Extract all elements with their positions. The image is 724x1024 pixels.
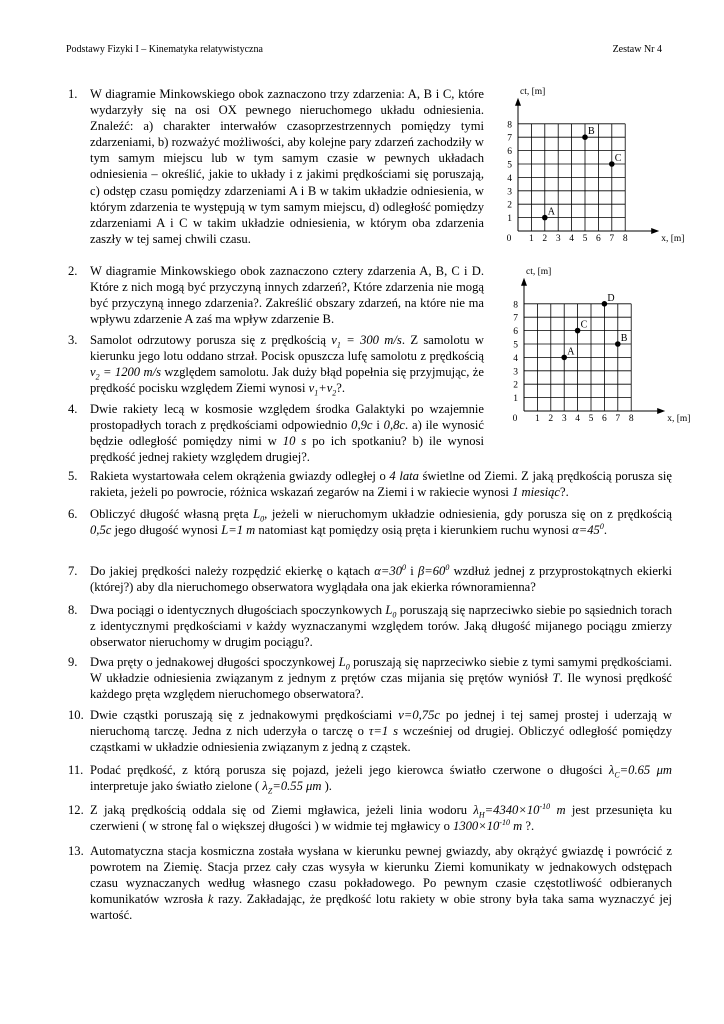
text-run: Dwie rakiety lecą w kosmosie względem środka Galaktyki po wzajemnie prostopadłych torach z prędkościami odpowiednio [90,402,484,433]
shift-mantissa: 1300×10 [453,819,500,834]
x-tick-label: 7 [615,414,621,424]
event-label-C: C [614,153,622,164]
x-tick-label: 5 [588,414,594,424]
event-point-C [575,328,581,334]
text-run: jest przesunięta ku czerwieni ( w stronę fal o większej długości ) w widmie tej mgławicy o [90,803,672,834]
y-tick-label: 3 [507,187,512,198]
event-label-D: D [607,292,615,304]
symbol-sum [308,381,337,398]
event-label-C: C [580,319,588,331]
y-tick-label: 2 [513,380,518,391]
exponent: -10 [499,817,510,827]
speed-value: v=0,75c [398,708,440,722]
problem-11 [68,762,672,794]
problem-12-text [90,802,672,834]
problem-9-number: 9. [68,655,78,669]
superscript: 0 [445,562,450,572]
x-axis-arrow-icon [657,408,665,414]
y-axis-arrow-icon [515,98,521,106]
subscript: 1 [314,388,319,398]
problem-7-text [90,563,672,595]
tau-value: τ=1 s [368,724,399,739]
event-point-B [615,341,621,347]
subscript: 0 [260,514,265,524]
y-tick-label: 1 [507,214,512,225]
text-run: ?. [559,485,569,500]
subscript: 2 [332,388,337,398]
text-run: Samolot odrzutowy porusza się z prędkością [90,333,332,347]
y-tick-label: 5 [507,160,512,171]
symbol-L: L [385,603,393,617]
symbol-v2 [90,365,161,382]
text-run: . Ile wynosi prędkość każdego pręta względem nieruchomego obserwatora?. [90,671,672,702]
angle-alpha [374,564,406,578]
problem-2 [68,263,484,327]
problem-1-number: 1. [68,87,78,101]
symbol-v1 [331,333,402,350]
distance-value: 4 lata [389,469,419,483]
problem-9 [68,654,672,702]
unit-micrometer: μm [656,763,673,777]
lambda-h [473,801,566,820]
superscript: 0 [599,521,604,531]
text-run: Dwa pręty o jednakowej długości spoczynkowej [90,655,339,669]
unit-micrometer: μm [306,779,322,794]
x-tick-label: 8 [622,234,628,244]
text-run: Obliczyć długość własną pręta [90,507,254,521]
text-run: Z jaką prędkością oddala się od Ziemi mgławica, jeżeli linia wodoru [90,803,474,817]
y-tick-label: 1 [513,394,518,405]
text-run: po ich spotkaniu? b) ile wynosi prędkość jednej rakiety względem drugiej?. [90,434,484,465]
subscript: Z [267,786,273,796]
problem-2-number: 2. [68,264,78,278]
problem-13-number: 13. [68,844,84,858]
event-label-A: A [567,346,575,358]
page-header-title: Podstawy Fizyki I – Kinematyka relatywistyczna [66,44,263,55]
subscript: H [478,810,485,820]
text-run: . Z samolotu w kierunku jego lotu oddano strzał. Pocisk opuszcza lufę samolotu z prędkością [90,333,484,364]
minkowski-diagram-1 [494,86,694,246]
problem-5-text [90,468,672,500]
problem-7 [68,563,672,595]
problem-8-text [90,602,672,650]
time-difference: 1 miesiąc [512,485,560,500]
text-run: , jeżeli w nieruchomym układzie odniesienia, gdy porusza się on z prędkością [264,507,672,521]
x-axis-arrow-icon [651,228,659,234]
page-header-set-number: Zestaw Nr 4 [612,44,662,55]
x-tick-label: 7 [609,234,615,244]
problem-3-text [90,332,484,396]
text-run: . [603,523,607,538]
time-value: 10 s [282,434,307,449]
problem-10 [68,707,672,755]
text-run: interpretuje jako światło zielone ( [90,779,263,794]
value-v2: = 1200 m/s [99,365,161,380]
speed-2: 0,8c [383,418,405,433]
text-run: i [372,418,384,433]
subscript: 0 [392,610,397,620]
problem-4-text [90,401,484,465]
symbol-L: L [253,507,261,521]
problem-6 [68,506,672,538]
event-point-C [609,161,615,167]
text-run: Automatyczna stacja kosmiczna została wysłana w kierunku pewnej gwiazdy, aby okrążyć gwiazdę i powrócić z powrotem na Ziemię. Stacja przez cały czas wysyła w kierunku Ziemi komunikaty w jednakowych odstępach czasu wyznaczanych według własnego czasu pokładowego. Po pewnym czasie częstotliwość odbieranych komunikatów wzrosła [90,844,672,907]
text-run: wzdłuż jednej z przyprostokątnych ekierki (której?) aby dla nieruchomego obserwatora wyglądała ona jak ekierka równoramienna? [90,564,672,595]
problem-11-text [90,762,672,794]
problem-10-text [90,707,672,755]
unit-meter: m [550,803,566,817]
problem-13 [68,843,672,923]
symbol-v: v [308,381,315,396]
text-run: świetlne od Ziemi. Z jaką prędkością porusza się rakieta, jeżeli po powrocie, różnica wskazań zegarów na Ziemi i w rakiecie wynosi [90,469,672,500]
x-tick-label: 4 [575,414,580,424]
y-tick-label: 6 [507,147,512,158]
event-point-A [561,355,567,361]
y-tick-label: 8 [513,300,518,311]
subscript: C [614,770,620,780]
symbol-v: v [90,365,96,380]
y-tick-label: 4 [513,353,518,364]
x-tick-label: 0 [506,234,512,244]
y-tick-label: 8 [507,120,512,131]
x-tick-label: 2 [548,414,554,424]
y-tick-label: 3 [513,367,518,378]
x-tick-label: 0 [512,414,518,424]
problem-8-number: 8. [68,603,78,617]
problem-2-text: W diagramie Minkowskiego obok zaznaczono cztery zdarzenia A, B, C i D. Które z nich mogą być przyczyną innych zdarzeń?, Które zdarzenia nie mogą być przyczyną innego zdarzenia?. Zakreślić obszary zdarzeń, na które nie ma wpływu zdarzenie A zaś ma wpływ zdarzenie B. [90,264,484,327]
x-tick-label: 6 [602,414,607,424]
angle-value: β=60 [417,564,446,578]
text-run: względem samolotu. Jak duży błąd popełnia się przyjmując, że prędkość pocisku względem Ziemi wynosi [90,365,484,396]
unit-meter: m [509,819,523,834]
lambda-value: =4340×10 [484,803,540,817]
symbol-L0 [253,507,265,524]
problem-12-number: 12. [68,803,84,817]
x-axis-label: x, [m] [661,234,685,244]
event-label-B: B [620,333,628,344]
value-v1: = 300 m/s [340,333,402,347]
symbol-v: v [331,333,337,347]
x-tick-label: 2 [542,234,548,244]
y-tick-label: 4 [507,173,512,184]
lambda-value: =0.55 [272,779,307,794]
y-tick-label: 7 [507,133,512,144]
text-run: poruszają się naprzeciwko siebie z tymi samymi prędkościami. W układzie odniesienia związanym z jednym z prętów czas mijania się prętów wyniósł [90,655,672,686]
problem-8 [68,602,672,650]
y-axis-label: ct, [m] [520,86,546,97]
text-run: i [406,564,418,578]
subscript: 2 [95,372,100,382]
text-run: . a) ile wynosić będzie odległość pomiędzy nimi w [90,418,484,449]
problem-3 [68,332,484,396]
y-tick-label: 7 [513,313,518,324]
speed-1: 0,9c [351,418,373,433]
text-run: Rakieta wystartowała celem okrążenia gwiazdy odległej o [90,469,390,483]
y-tick-label: 5 [513,340,518,351]
problem-10-number: 10. [68,708,84,722]
angle-value: α=45 [572,523,600,538]
text-run: każdy wyznaczanymi względem torów. Jaką długość mijanego pociągu zmierzy obserwator nieruchomy w drugim pociągu?. [90,619,673,650]
text-run: Podać prędkość, z którą porusza się pojazd, jeżeli jego kierowca światło czerwone o długości [90,763,609,777]
problem-4-number: 4. [68,402,78,416]
problem-1-text: W diagramie Minkowskiego obok zaznaczono trzy zdarzenia: A, B i C, które wydarzyły się na osi OX pewnego nieruchomego układu odniesienia. Znaleźć: a) charakter interwałów czasoprzestrzennych pomiędzy tymi zdarzeniami, b) rozważyć możliwości, aby kolejne pary zdarzeń zachodziły w tym samym miejscu lub w tym samym czasie w pewnych układach odniesienia – określić, jakie to układy i z jakimi prędkościami się poruszają, c) odstęp czasu pomiędzy zdarzeniami A i B w takim układzie odniesienia, w którym zdarzenia te występują w tym samym miejscu, d) odległość pomiędzy zdarzeniami A i C w takim układzie odniesienia, w którym oba zdarzenia zaszły w tej samej chwili czasu. [90,87,484,246]
text-run: poruszają się naprzeciwko siebie po sąsiednich torach z identycznymi prędkościami [90,603,672,634]
text-run: Do jakiej prędkości należy rozpędzić ekierkę o kątach [90,564,375,578]
angle-beta [418,564,449,578]
y-tick-label: 2 [507,200,512,211]
speed-value: 0,5c [90,523,112,538]
symbol-lambda: λ [262,779,268,794]
symbol-v: v [246,619,252,634]
minkowski-diagram-2 [500,266,700,426]
symbol-L: L [338,655,346,669]
text-run: Dwie cząstki poruszają się z jednakowymi prędkościami [90,708,399,722]
problem-6-number: 6. [68,507,78,521]
text-run: Dwa pociągi o identycznych długościach spoczynkowych [90,603,386,617]
text-run: ). [321,779,332,794]
problem-7-number: 7. [68,564,78,578]
y-axis-label: ct, [m] [526,266,552,277]
problem-1 [68,86,484,247]
text-run: jego długość wynosi [111,523,222,538]
problem-3-number: 3. [68,333,78,347]
x-tick-label: 5 [582,234,588,244]
symbol-k: k [207,892,214,907]
shift-value [453,819,522,833]
problem-12 [68,802,672,834]
symbol-plus-v: +v [318,381,333,396]
text-run: razy. Zakładając, że prędkość lotu rakiety w obie strony była taka sama wyznaczyć jej wartość. [90,892,672,923]
subscript: 1 [336,340,341,350]
lambda-value: =0.65 [619,763,657,777]
superscript: 0 [402,562,406,572]
x-tick-label: 1 [529,234,534,244]
symbol-lambda: λ [473,803,479,817]
problem-4 [68,401,484,465]
problem-6-text [90,506,672,538]
angle-alpha [572,523,604,537]
text-run: wcześniej od drugiej. Obliczyć odległość pomiędzy cząstkami w układzie odniesienia związanym z jedną z cząstek. [90,724,672,755]
length-value: L=1 m [221,523,256,538]
subscript: 0 [345,662,350,672]
symbol-L0 [385,603,397,620]
problem-11-number: 11. [68,763,84,777]
event-label-A: A [547,206,556,218]
x-axis-label: x, [m] [667,414,691,424]
x-tick-label: 3 [555,234,561,244]
event-label-B: B [588,126,595,138]
symbol-lambda: λ [608,763,615,777]
symbol-T: T [552,671,560,686]
event-point-D [602,301,608,307]
problem-5 [68,468,672,500]
symbol-L0 [338,655,350,672]
lambda-c [608,763,673,780]
event-point-B [582,134,588,140]
x-tick-label: 4 [569,234,574,244]
text-run: natomiast kąt pomiędzy osią pręta i kierunkiem ruchu wynosi [255,523,573,538]
lambda-z [262,779,322,796]
x-tick-label: 8 [628,414,634,424]
problem-13-text [90,843,672,923]
y-tick-label: 6 [513,327,518,338]
exponent: -10 [539,801,551,811]
problem-9-text [90,654,672,702]
x-tick-label: 1 [535,414,540,424]
angle-value: α=30 [374,564,402,578]
text-run: ?. [336,381,346,396]
x-tick-label: 3 [561,414,567,424]
y-axis-arrow-icon [521,278,527,286]
event-point-A [542,215,548,221]
problem-5-number: 5. [68,469,78,483]
text-run: ?. [522,819,535,834]
x-tick-label: 6 [596,234,601,244]
text-run: po jednej i tej samej prostej i uderzają w nieruchomą tarczę. Jedna z nich uderzyła o tarczę o [90,708,672,739]
